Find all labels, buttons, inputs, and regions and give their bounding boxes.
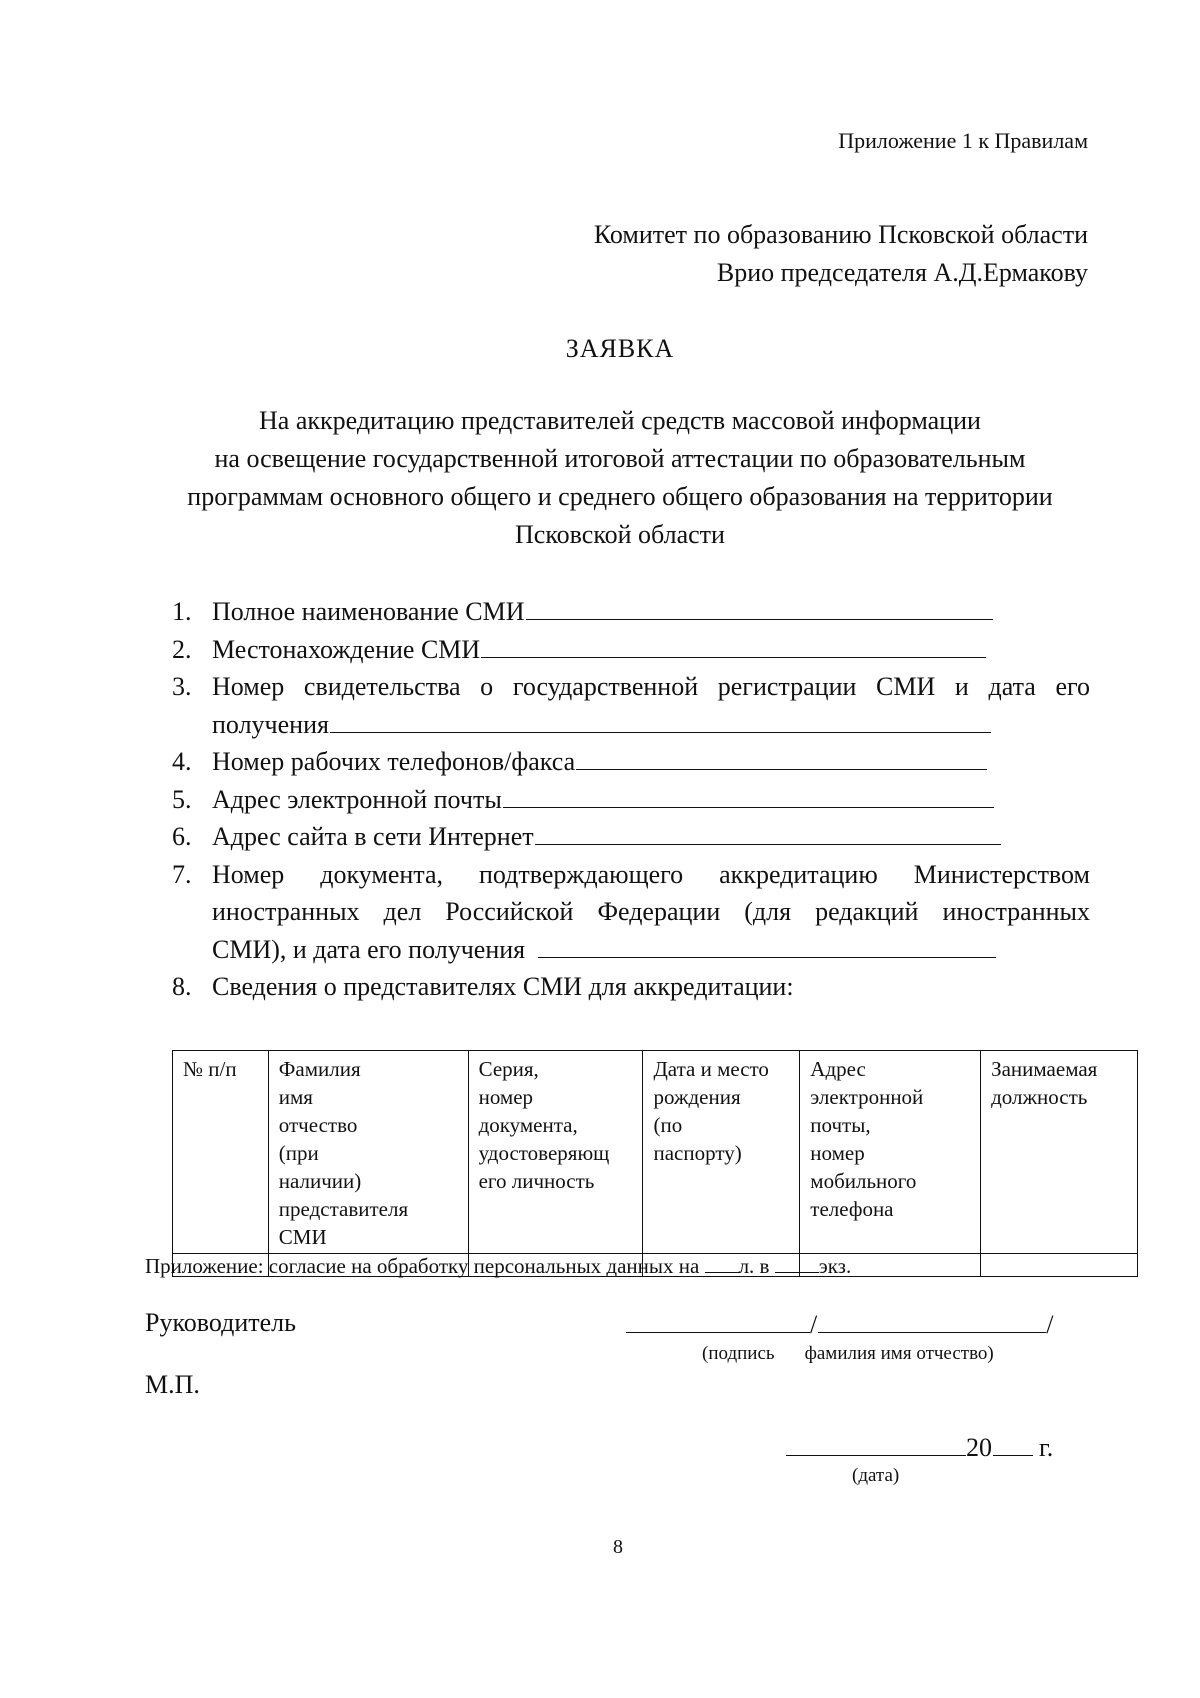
media-name-blank[interactable] bbox=[526, 597, 993, 620]
signature-caption bbox=[702, 1343, 994, 1365]
foreign-accreditation-blank[interactable] bbox=[538, 935, 996, 958]
field-label-continued: иностранных дел Российской Федерации (для редакций иностранных bbox=[212, 897, 1090, 926]
signature-caption-name: фамилия имя отчество) bbox=[804, 1343, 994, 1364]
phone-fax-blank[interactable] bbox=[576, 747, 987, 770]
field-number: 8. bbox=[172, 972, 192, 1001]
addressee-organization: Комитет по образованию Псковской области bbox=[593, 220, 1088, 249]
subject-line: На аккредитацию представителей средств массовой информации bbox=[259, 406, 981, 435]
field-label: Адрес электронной почты bbox=[212, 784, 502, 814]
email-blank[interactable] bbox=[503, 785, 994, 808]
field-foreign-accreditation bbox=[172, 856, 1090, 969]
field-number: 5. bbox=[172, 784, 192, 814]
media-location-blank[interactable] bbox=[481, 635, 986, 658]
addressee-block bbox=[594, 216, 1088, 292]
field-website bbox=[172, 818, 1090, 856]
document-title: ЗАЯВКА bbox=[565, 334, 675, 363]
table-cell-position[interactable] bbox=[981, 1254, 1138, 1277]
copies-count-blank[interactable] bbox=[775, 1254, 819, 1273]
field-media-name bbox=[172, 593, 1090, 631]
attachment-note: Приложение: согласие на обработку персональных данных на л. в экз. bbox=[145, 1254, 852, 1278]
page-number: 8 bbox=[613, 1536, 623, 1558]
stamp-label: М.П. bbox=[145, 1370, 200, 1399]
date-line bbox=[785, 1433, 1053, 1463]
sheets-count-blank[interactable] bbox=[705, 1254, 739, 1273]
subject-line: Псковской области bbox=[515, 520, 725, 549]
column-header-number: № п/п bbox=[173, 1051, 269, 1254]
column-header-birth-date-place: Дата и место рождения (по паспорту) bbox=[643, 1051, 800, 1254]
date-caption: (дата) bbox=[852, 1465, 900, 1486]
signature-line bbox=[625, 1310, 1053, 1340]
subject-line: на освещение государственной итоговой аттестации по образовательным bbox=[214, 444, 1026, 473]
field-label-continued: СМИ), и дата его получения bbox=[212, 934, 526, 964]
field-number: 2. bbox=[172, 634, 192, 664]
field-email bbox=[172, 781, 1090, 819]
full-name-blank[interactable] bbox=[818, 1310, 1046, 1333]
field-label: Номер рабочих телефонов/факса bbox=[212, 747, 576, 776]
application-fields bbox=[172, 593, 1090, 1006]
application-subject bbox=[140, 402, 1100, 554]
field-label: Адрес сайта в сети Интернет bbox=[212, 822, 534, 851]
field-media-location bbox=[172, 631, 1090, 669]
slash: / bbox=[1046, 1310, 1054, 1339]
column-header-contacts: Адрес электронной почты, номер мобильного телефона bbox=[800, 1051, 981, 1254]
field-number: 1. bbox=[172, 597, 192, 626]
field-number: 3. bbox=[172, 672, 192, 701]
year-blank[interactable] bbox=[993, 1433, 1033, 1456]
column-header-id-document: Серия, номер документа, удостоверяющ его личность bbox=[468, 1051, 643, 1254]
addressee-person: Врио председателя А.Д.Ермакову bbox=[716, 258, 1088, 287]
subject-line: программам основного общего и среднего общего образования на территории bbox=[187, 482, 1053, 511]
year-suffix: г. bbox=[1039, 1433, 1054, 1462]
column-header-full-name: Фамилия имя отчество (при наличии) представителя СМИ bbox=[268, 1051, 468, 1254]
annex-note: Приложение 1 к Правилам bbox=[838, 128, 1088, 153]
field-label: Местонахождение СМИ bbox=[212, 634, 481, 664]
field-label-continued: получения bbox=[212, 709, 329, 739]
signature-blank[interactable] bbox=[626, 1310, 810, 1333]
year-prefix: 20 bbox=[966, 1433, 992, 1462]
field-label: Полное наименование СМИ bbox=[212, 597, 525, 626]
website-blank[interactable] bbox=[535, 822, 1001, 845]
field-label: Номер свидетельства о государственной регистрации СМИ и дата его bbox=[212, 672, 1090, 701]
table-header-row bbox=[173, 1051, 1138, 1254]
field-number: 4. bbox=[172, 747, 192, 776]
registration-certificate-blank[interactable] bbox=[330, 710, 991, 733]
field-label: Номер документа, подтверждающего аккредитацию Министерством bbox=[212, 859, 1090, 889]
signature-caption-sign: (подпись bbox=[702, 1343, 775, 1364]
field-phone-fax bbox=[172, 743, 1090, 781]
field-representatives bbox=[172, 968, 1090, 1006]
column-header-position: Занимаемая должность bbox=[981, 1051, 1138, 1254]
field-label: Сведения о представителях СМИ для аккредитации: bbox=[212, 972, 794, 1001]
field-number: 7. bbox=[172, 859, 192, 889]
field-number: 6. bbox=[172, 822, 192, 851]
date-blank[interactable] bbox=[786, 1433, 966, 1456]
slash: / bbox=[810, 1310, 818, 1339]
representatives-table bbox=[172, 1050, 1138, 1277]
head-label: Руководитель bbox=[145, 1308, 296, 1337]
field-registration-certificate bbox=[172, 668, 1090, 743]
